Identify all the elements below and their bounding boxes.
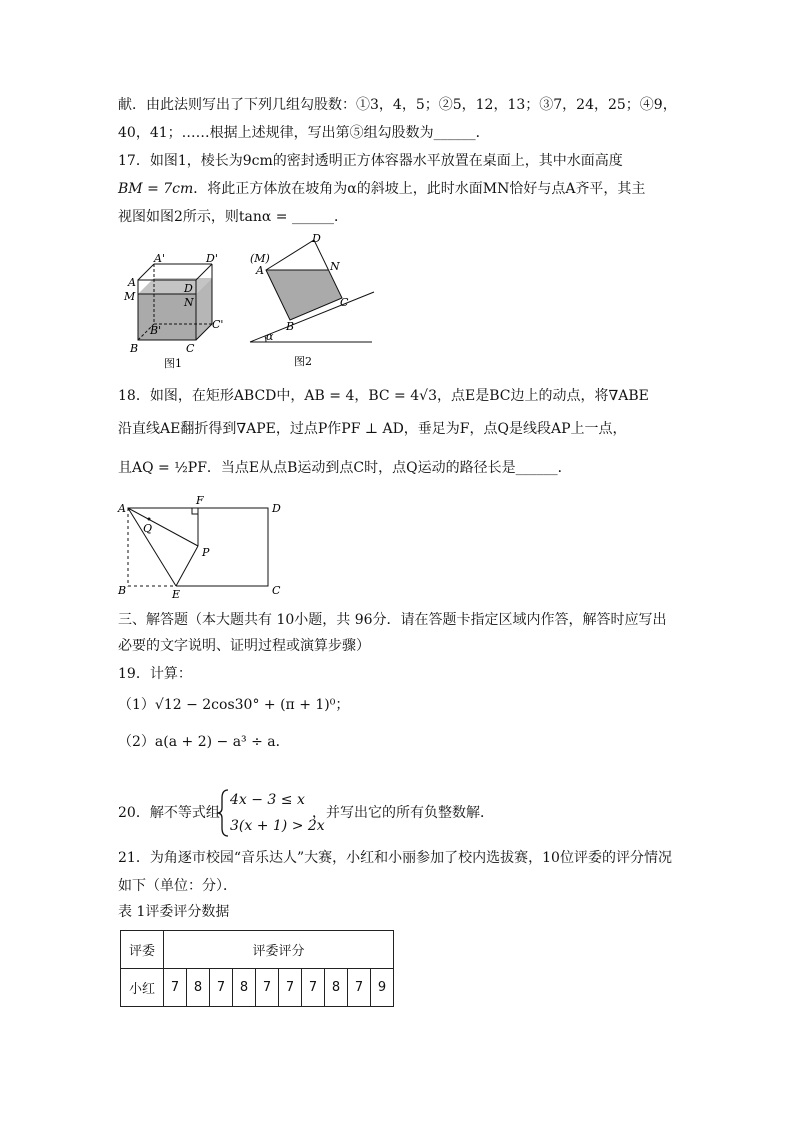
table-row: [121, 969, 394, 1007]
q18-figure: [116, 494, 291, 598]
line-ae: [128, 508, 176, 586]
section3-line1: 三、解答题（本大题共有 10小题，共 96分．请在答题卡指定区域内作答，解答时应写出: [118, 612, 667, 628]
label-m: M: [124, 290, 136, 303]
label-a: A: [128, 276, 136, 289]
q17-bm-formula: BM = 7cm: [118, 181, 194, 197]
label-d: D: [272, 502, 281, 515]
label-f: F: [196, 494, 204, 507]
label-n: N: [184, 296, 194, 309]
q20-prefix: 20．解不等式组: [118, 805, 220, 821]
score-cell: 8: [325, 969, 348, 1007]
q19-title: 19．计算：: [118, 666, 192, 682]
q17-line2-text: ．将此正方体放在坡角为α的斜坡上，此时水面MN恰好与点A齐平，其主: [193, 181, 646, 197]
q20-system-brace: [216, 788, 230, 838]
label-p: P: [202, 546, 210, 559]
right-angle-mark: [192, 508, 198, 514]
q18-line2: 沿直线AE翻折得到∇APE，过点P作PF ⊥ AD，垂足为F，点Q是线段AP上一点，: [118, 421, 627, 437]
q19-part2: （2）a(a + 2) − a³ ÷ a．: [118, 734, 290, 750]
label-b: B: [130, 342, 139, 355]
q17-line1: 17．如图1，棱长为9cm的密封透明正方体容器水平放置在桌面上，其中水面高度: [118, 153, 623, 169]
label-c: C: [272, 584, 281, 597]
line-pe: [176, 546, 198, 586]
label-m-paren: (M): [250, 252, 270, 265]
label-q: Q: [143, 522, 153, 535]
label-a-prime: A': [154, 252, 165, 265]
score-cell: 7: [256, 969, 279, 1007]
label-c-prime: C': [212, 318, 224, 331]
label-a: A: [118, 502, 126, 515]
q20-suffix: ，并写出它的所有负整数解．: [312, 805, 494, 821]
label-c: C: [186, 342, 195, 355]
water-region: [266, 270, 342, 320]
header-scores: 评委评分: [164, 931, 394, 969]
score-cell: 8: [187, 969, 210, 1007]
label-e: E: [172, 588, 181, 598]
label-a: A: [256, 264, 264, 277]
label-alpha: α: [266, 330, 274, 343]
q21-table-title: 表 1评委评分数据: [118, 904, 230, 920]
score-cell: 7: [164, 969, 187, 1007]
score-cell: 7: [302, 969, 325, 1007]
q17-line2: [118, 179, 645, 199]
label-b: B: [286, 320, 295, 333]
label-c: C: [340, 296, 349, 309]
label-b-prime: B': [150, 324, 162, 337]
row-label-xiaohong: 小红: [121, 969, 164, 1007]
q20-inequality-1: 4x − 3 ≤ x: [230, 792, 305, 808]
q18-line3: 且AQ = ½PF．当点E从点B运动到点C时，点Q运动的路径长是______．: [118, 460, 572, 476]
label-d: D: [184, 282, 193, 295]
score-table: [120, 930, 394, 1007]
q21-line2: 如下（单位：分）．: [118, 878, 237, 894]
score-cell: 7: [348, 969, 371, 1007]
point-q: [148, 518, 151, 521]
label-d: D: [312, 232, 321, 245]
label-n: N: [330, 260, 340, 273]
q21-line1: 21．为角逐市校园“音乐达人”大赛，小红和小丽参加了校内选拔赛，10位评委的评分情况: [118, 850, 672, 866]
q17-figure-1: [118, 250, 248, 370]
header-judge: 评委: [121, 931, 164, 969]
q16-line1: 献．由此法则写出了下列几组勾股数：①3，4，5；②5，12，13；③7，24，25；④9，: [118, 97, 677, 113]
fig2-caption: 图2: [294, 355, 312, 368]
q20-inequality-2: 3(x + 1) > 2x: [230, 818, 325, 834]
score-cell: 7: [279, 969, 302, 1007]
q18-line1: 18．如图，在矩形ABCD中，AB = 4，BC = 4√3，点E是BC边上的动点，将∇ABE: [118, 388, 649, 404]
q19-part1: （1）√12 − 2cos30° + (π + 1)⁰；: [118, 697, 350, 713]
score-cell: 8: [233, 969, 256, 1007]
score-cell: 7: [210, 969, 233, 1007]
score-cell: 9: [371, 969, 394, 1007]
fig1-caption: 图1: [164, 357, 182, 370]
line-ap: [128, 508, 198, 546]
q16-line2: 40，41；……根据上述规律，写出第⑤组勾股数为______．: [118, 125, 490, 141]
q17-figure-2: [244, 232, 384, 370]
cube-edge: [138, 264, 154, 280]
cube-edge: [196, 264, 212, 280]
section3-line2: 必要的文字说明、证明过程或演算步骤）: [118, 638, 370, 654]
q17-line3: 视图如图2所示，则tanα = ______．: [118, 209, 348, 225]
label-b: B: [118, 584, 127, 597]
table-row: [121, 931, 394, 969]
label-d-prime: D': [206, 252, 218, 265]
